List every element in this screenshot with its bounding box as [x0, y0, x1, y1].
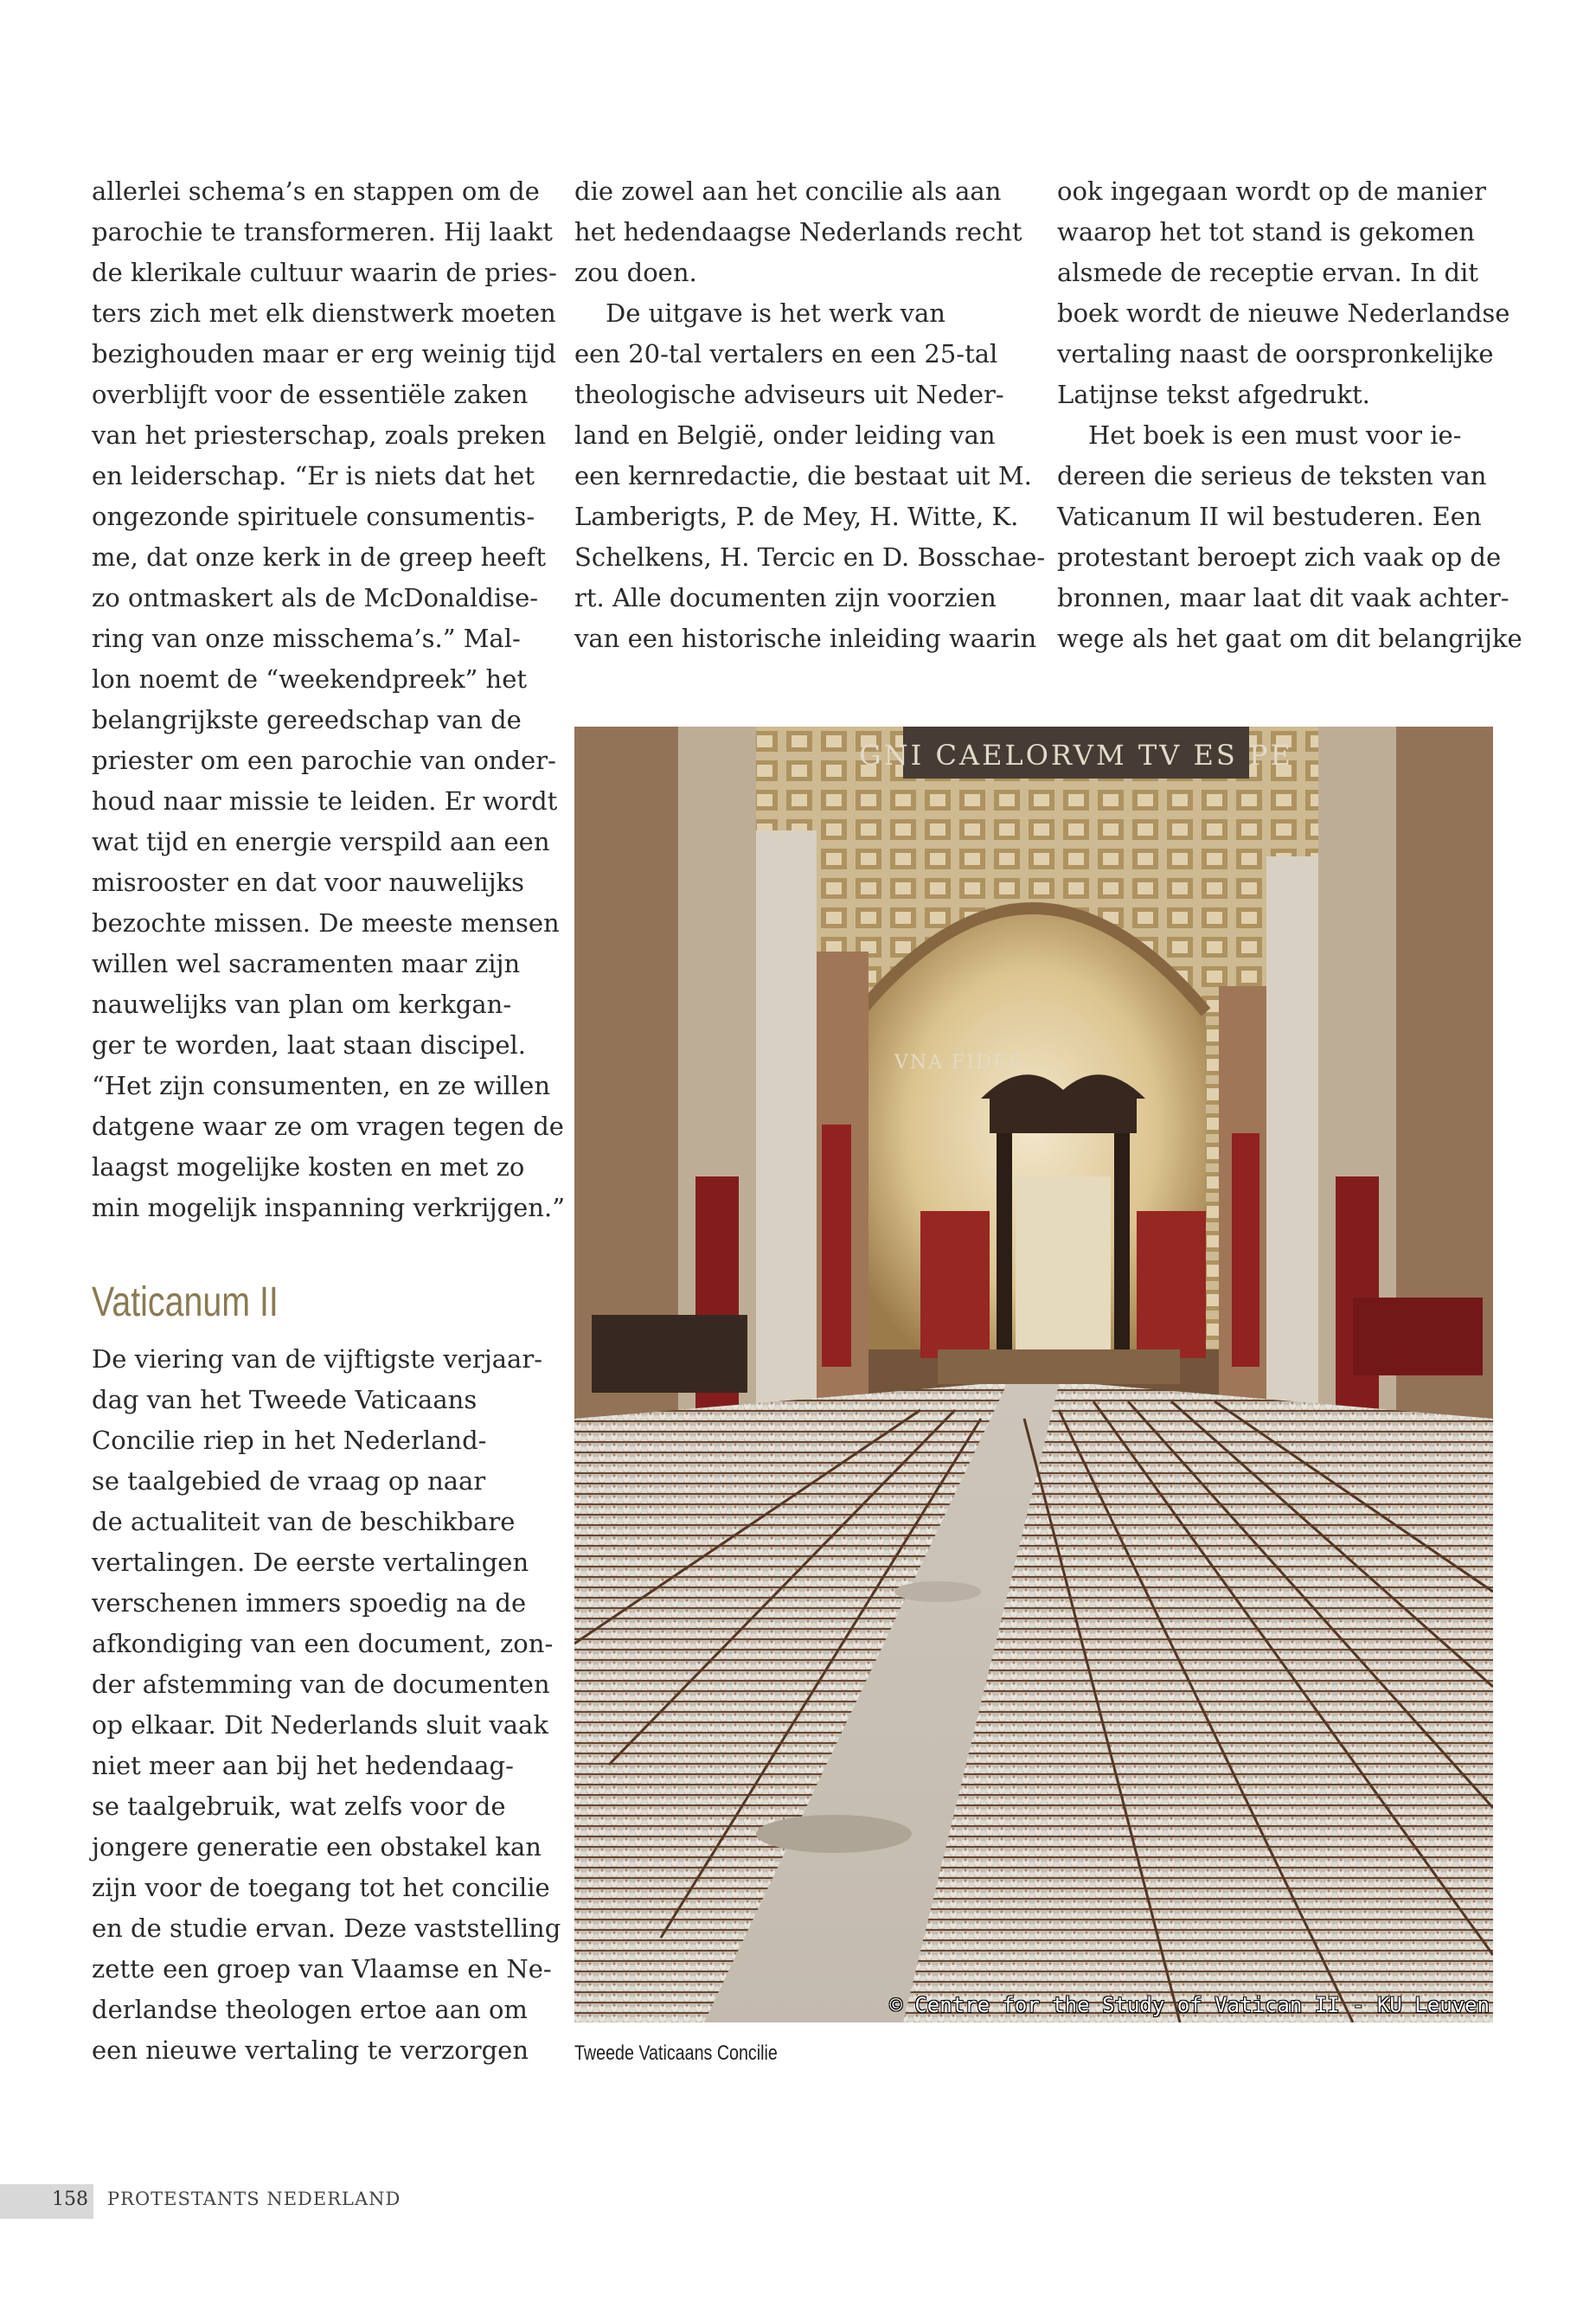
- text-line: protestant beroept zich vaak op de: [1057, 542, 1502, 572]
- text-line: jongere generatie een obstakel kan: [92, 1832, 542, 1862]
- text-line: belangrijkste gereedschap van de: [92, 705, 522, 734]
- text-line: Schelkens, H. Tercic en D. Bosschae-: [574, 542, 1046, 572]
- text-line: Concilie riep in het Nederland-: [92, 1426, 487, 1455]
- text-line: een 20-tal vertalers en een 25-tal: [574, 339, 998, 369]
- text-line: zou doen.: [574, 258, 697, 287]
- text-line: theologische adviseurs uit Neder-: [574, 380, 1004, 409]
- section-body: [92, 1339, 561, 2071]
- text-line: ters zich met elk dienstwerk moeten: [92, 298, 556, 328]
- text-line: parochie te transformeren. Hij laakt: [92, 217, 553, 247]
- text-line: ring van onze misschema’s.” Mal-: [92, 624, 521, 653]
- text-line: der afstemming van de documenten: [92, 1670, 550, 1699]
- text-line: rt. Alle documenten zijn voorzien: [574, 583, 997, 612]
- text-line: de actualiteit van de beschikbare: [92, 1507, 516, 1536]
- text-line: me, dat onze kerk in de greep heeft: [92, 542, 547, 572]
- text-line: op elkaar. Dit Nederlands sluit vaak: [92, 1710, 548, 1740]
- photo-credit: © Centre for the Study of Vatican II - KU Leuven: [889, 1993, 1490, 2017]
- text-line: land en België, onder leiding van: [574, 420, 996, 450]
- column-1: [92, 171, 566, 1228]
- publication-title: PROTESTANTS NEDERLAND: [107, 2189, 401, 2209]
- text-line: het hedendaagse Nederlands recht: [574, 217, 1022, 247]
- text-line: ger te worden, laat staan discipel.: [92, 1030, 527, 1060]
- text-line: vertaling naast de oorspronkelijke: [1057, 339, 1494, 369]
- text-line: afkondiging van een document, zon-: [92, 1629, 554, 1658]
- council-photo: [574, 727, 1493, 2022]
- text-line: een nieuwe vertaling te verzorgen: [92, 2035, 529, 2065]
- text-line: Vaticanum II wil bestuderen. Een: [1057, 502, 1482, 531]
- text-line: overblijft voor de essentiële zaken: [92, 380, 529, 409]
- text-line: en leiderschap. “Er is niets dat het: [92, 461, 535, 490]
- text-line: misrooster en dat voor nauwelijks: [92, 868, 525, 897]
- text-line: datgene waar ze om vragen tegen de: [92, 1112, 564, 1141]
- text-line: van een historische inleiding waarin: [574, 624, 1037, 653]
- text-line: boek wordt de nieuwe Nederlandse: [1057, 298, 1510, 328]
- text-line: Latijnse tekst afgedrukt.: [1057, 380, 1370, 409]
- text-line: zijn voor de toegang tot het concilie: [92, 1873, 550, 1902]
- text-line: dereen die serieus de teksten van: [1057, 461, 1487, 490]
- page-number: 158: [52, 2189, 88, 2210]
- text-line: van het priesterschap, zoals preken: [92, 420, 547, 450]
- text-line: se taalgebruik, wat zelfs voor de: [92, 1791, 506, 1821]
- column-3: [1057, 171, 1522, 659]
- text-line: wat tijd en energie verspild aan een: [92, 827, 550, 856]
- text-line: ongezonde spirituele consumentis-: [92, 502, 535, 531]
- inscription-side: VNA FIDES: [894, 1052, 1023, 1074]
- column-2: [574, 171, 1046, 659]
- text-line: een kernredactie, die bestaat uit M.: [574, 461, 1032, 490]
- text-line: zo ontmaskert als de McDonaldise-: [92, 583, 539, 612]
- text-line: De viering van de vijftigste verjaar-: [92, 1344, 542, 1374]
- text-line: en de studie ervan. Deze vaststelling: [92, 1913, 561, 1943]
- text-line: bezighouden maar er erg weinig tijd: [92, 339, 556, 369]
- text-line: bronnen, maar laat dit vaak achter-: [1057, 583, 1509, 612]
- text-line: nauwelijks van plan om kerkgan-: [92, 990, 512, 1019]
- text-line: alsmede de receptie ervan. In dit: [1057, 258, 1478, 287]
- text-line: Lamberigts, P. de Mey, H. Witte, K.: [574, 502, 1019, 531]
- text-line: waarop het tot stand is gekomen: [1057, 217, 1475, 247]
- text-line: houd naar missie te leiden. Er wordt: [92, 786, 558, 816]
- text-line: derlandse theologen ertoe aan om: [92, 1995, 528, 2024]
- basilica-illustration: [574, 727, 1493, 2022]
- text-line: bezochte missen. De meeste mensen: [92, 908, 560, 938]
- text-line: dag van het Tweede Vaticaans: [92, 1385, 478, 1414]
- text-line: se taalgebied de vraag op naar: [92, 1466, 486, 1496]
- text-line: niet meer aan bij het hedendaag-: [92, 1751, 514, 1780]
- text-line: allerlei schema’s en stappen om de: [92, 176, 540, 206]
- photo-caption: Tweede Vaticaans Concilie: [574, 2041, 778, 2065]
- text-line: min mogelijk inspanning verkrijgen.”: [92, 1193, 566, 1222]
- text-line: de klerikale cultuur waarin de pries-: [92, 258, 557, 287]
- text-line: “Het zijn consumenten, en ze willen: [92, 1071, 551, 1100]
- text-line: lon noemt de “weekendpreek” het: [92, 664, 528, 694]
- text-line: die zowel aan het concilie als aan: [574, 176, 1002, 206]
- text-line: Het boek is een must voor ie-: [1088, 420, 1462, 450]
- text-line: De uitgave is het werk van: [606, 298, 945, 328]
- text-line: ook ingegaan wordt op de manier: [1057, 176, 1486, 206]
- text-line: priester om een parochie van onder-: [92, 746, 556, 775]
- text-line: laagst mogelijke kosten en met zo: [92, 1152, 525, 1182]
- text-line: wege als het gaat om dit belangrijke: [1057, 624, 1522, 653]
- text-line: verschenen immers spoedig na de: [92, 1588, 527, 1618]
- section-heading: Vaticanum II: [92, 1279, 279, 1325]
- inscription-top: GNI CAELORVM TV ES PE: [859, 739, 1293, 772]
- text-line: willen wel sacramenten maar zijn: [92, 949, 521, 978]
- text-line: vertalingen. De eerste vertalingen: [92, 1548, 529, 1577]
- text-line: zette een groep van Vlaamse en Ne-: [92, 1954, 552, 1984]
